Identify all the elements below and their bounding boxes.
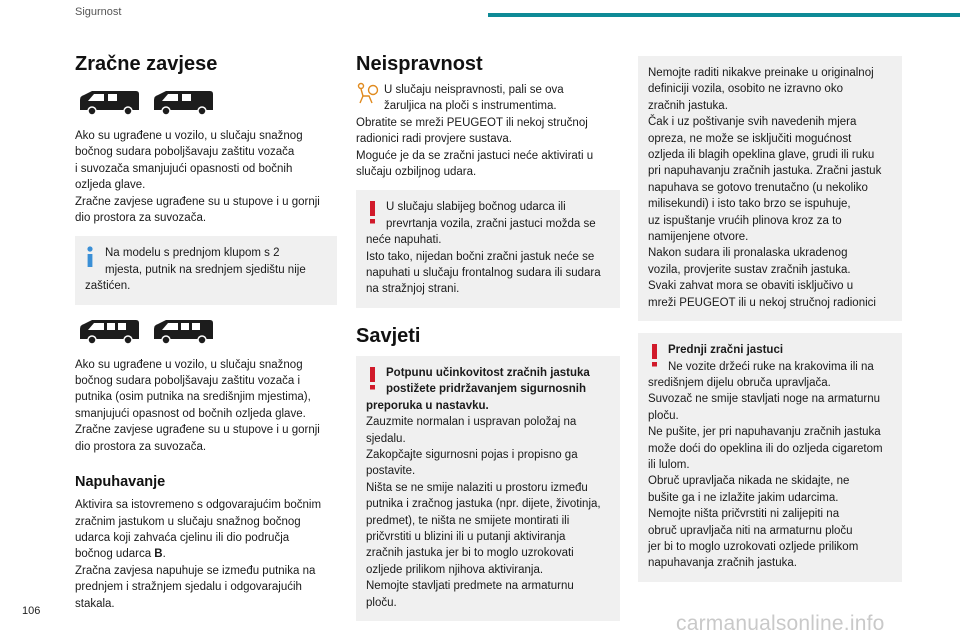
warning-icon bbox=[648, 343, 662, 367]
van-icon bbox=[152, 317, 214, 345]
subtitle-inflation: Napuhavanje bbox=[75, 474, 166, 491]
column-fault-advice bbox=[356, 52, 620, 633]
paragraph-fault: Obratite se mreži PEUGEOT ili nekoj stručnoj radionici radi provjere sustava. Moguće je da se zračni jastuci neće aktivirati u slučaju ozbiljnog udara. bbox=[356, 116, 594, 179]
info-note: Na modelu s prednjom klupom s 2 mjesta, putnik na srednjem sjedištu nije zaštićen. bbox=[75, 236, 337, 304]
column-curtain-airbags bbox=[75, 52, 337, 612]
vehicle-pictograms-top bbox=[78, 88, 337, 116]
paragraph-curtain-passengers: Ako su ugrađene u vozilo, u slučaju snažnog bočnog sudara poboljšavaju zaštitu vozača i putnika (osim putnika na središnjim mjestima), smanjujući opasnost od bočnih ozljeda glave. Zračne zavjese ugrađene su u stupove i u gornji dio prostora za suvozača. bbox=[75, 358, 320, 453]
warning-note-side-impact: U slučaju slabijeg bočnog udarca ili prevrtanja vozila, zračni jastuci možda se neće napuhati. Isto tako, nijedan bočni zračni jastuk neće se napuhati u slučaju frontalnog sudara ili sudara na stražnjoj strani. bbox=[356, 190, 620, 307]
title-advice: Savjeti bbox=[356, 324, 421, 347]
fault-lamp-text: U slučaju neispravnosti, pali se ova žaruljica na ploči s instrumentima. bbox=[384, 84, 564, 113]
airbag-warning-lamp-icon bbox=[356, 82, 380, 106]
van-icon bbox=[78, 88, 140, 116]
column-precautions bbox=[638, 52, 902, 594]
zone-letter: B bbox=[154, 548, 163, 561]
van-icon bbox=[152, 88, 214, 116]
paragraph-curtain-intro: Ako su ugrađene u vozilo, u slučaju snažnog bočnog sudara poboljšavaju zaštitu vozača i suvozača smanjujući opasnosti od bočnih ozljeda glave. Zračne zavjese ugrađene su u stupove i u gornji dio prostora za suvozača. bbox=[75, 130, 320, 225]
warning-icon bbox=[366, 366, 380, 390]
fault-warning-lamp-row bbox=[356, 82, 620, 115]
paragraph-inflation: Aktivira sa istovremeno s odgovarajućim bočnim zračnim jastukom u slučaju snažnog bočnog udarca koji zahvaća cjelinu ili dio područja bočnog udarca B. Zračna zavjesa napuhuje se između putnika na prednjem i stražnjem sjedalu i odgovarajućih stakala. bbox=[75, 499, 322, 610]
page-number: 106 bbox=[22, 605, 41, 617]
vehicle-pictograms-bottom bbox=[78, 317, 337, 345]
title-curtain-airbags: Zračne zavjese bbox=[75, 53, 218, 75]
section-label: Sigurnost bbox=[75, 6, 122, 18]
van-icon bbox=[78, 317, 140, 345]
watermark: carmanualsonline.info bbox=[676, 612, 885, 635]
note-precautions: Nemojte raditi nikakve preinake u originalnoj definiciji vozila, osobito ne izravno oko zračnih jastuka. Čak i uz poštivanje svih navedenih mjera opreza, ne može se isključiti mogućnost ozljeda ili blagih opeklina glave, grudi ili ruku pri napuhavanju zračnih jastuka. Zračni jastuk napuhava se gotovo trenutačno (u nekoliko milisekundi) i isto tako brzo se ispuhuje, uz ispuštanje vrućih plinova kroz za to namijenjene otvore. Nakon sudara ili pronalaska ukradenog vozila, provjerite sustav zračnih jastuka. Svaki zahvat mora se obaviti isključivo u mreži PEUGEOT ili u nekoj stručnoj radionici bbox=[638, 56, 902, 321]
warning-icon bbox=[366, 200, 380, 224]
warning-note-advice: Potpunu učinkovitost zračnih jastuka postižete pridržavanjem sigurnosnih preporuka u nastavku. Zauzmite normalan i uspravan položaj na sjedalu. Zakopčajte sigurnosni pojas i propisno ga postavite. Ništa se ne smije nalaziti u prostoru između putnika i zračnog jastuka (npr. dijete, životinja, predmet), te ništa ne smijete montirati ili pričvrstiti u blizini ili u putanji aktiviranja zračnih jastuka jer bi to moglo uzrokovati ozljede prilikom njihova aktiviranja. Nemojte stavljati predmete na armaturnu ploču. bbox=[356, 356, 620, 621]
info-icon bbox=[85, 246, 99, 268]
warning-note-front-airbags: Prednji zračni jastuci Ne vozite držeći ruke na krakovima ili na središnjem dijelu obruča upravljača. Suvozač ne smije stavljati noge na armaturnu ploču. Ne pušite, jer pri napuhavanju zračnih jastuka može doći do opeklina ili do ozljeda cigaretom ili lulom. Obruč upravljača nikada ne skidajte, ne bušite ga i ne izlažite jakim udarcima. Nemojte ništa pričvrstiti ni zalijepiti na obruč upravljača niti na armaturnu ploču jer bi to moglo uzrokovati ozljede prilikom napuhavanja zračnih jastuka. bbox=[638, 333, 902, 582]
header-accent-bar bbox=[488, 13, 960, 17]
title-fault: Neispravnost bbox=[356, 53, 483, 75]
front-airbags-heading: Prednji zračni jastuci bbox=[668, 344, 784, 357]
